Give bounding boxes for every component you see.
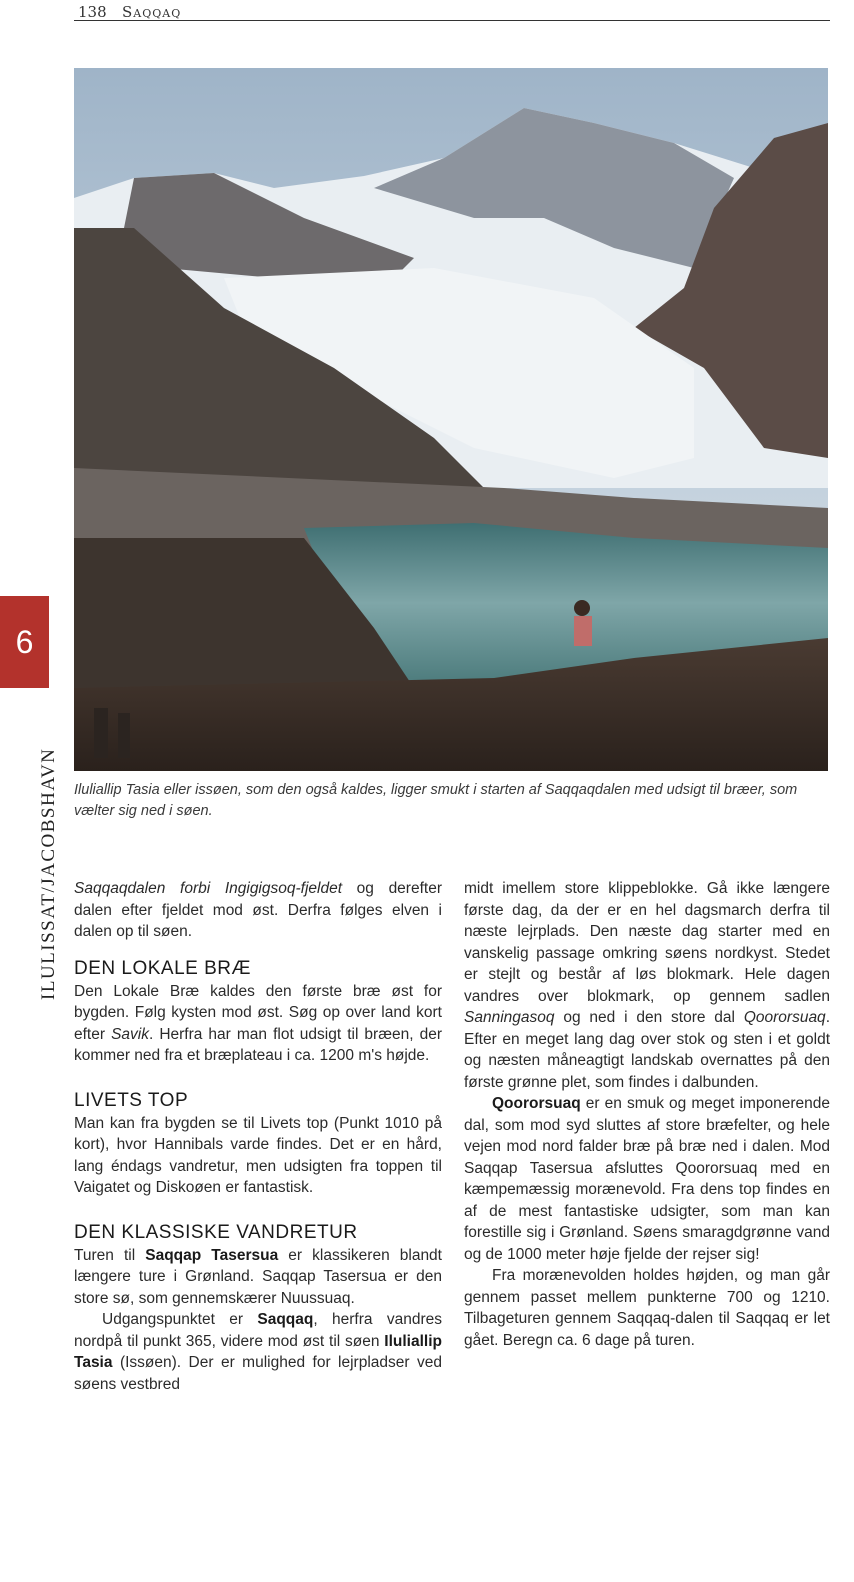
continued-paragraph: midt imellem store klippeblokke. Gå ikke længere første dag, da der er en hel dagsmarch derfra til næste lejrplads. Den næste dag starter med en vanskelig passage omkring søens nordkyst. Stedet er stejlt og består af løs blokmark. Hele dagen vandres over blokmark, op gennem sadlen Sanningasoq og ned i den store dal Qoororsuaq. Efter en meget lang dag over stok og sten i et goldt og næsten måneagtigt landskab overnattes på den første grønne plet, som findes i dalbunden. [464, 880, 830, 1091]
place-name: Iluliallip Tasia [74, 1332, 442, 1371]
section-heading-klassiske-vandretur: DEN KLASSISKE VANDRETUR [74, 1221, 358, 1243]
figure-caption: Iluliallip Tasia eller issøen, som den også kaldes, ligger smukt i starten af Saqqaqdalen med udsigt til bræer, som vælter sig ned i søen. [74, 782, 798, 819]
place-name: Qoororsuaq [743, 1009, 826, 1026]
chapter-number-tab: 6 [0, 596, 49, 688]
place-name: Qoororsuaq [492, 1095, 581, 1112]
right-text-column [464, 878, 830, 1351]
place-name: Saqqap Tasersua [145, 1246, 279, 1264]
intro-text: og derefter dalen efter fjeldet mod øst. Derfra følges elven i dalen op til søen. [74, 880, 442, 940]
place-name: Savik [111, 1025, 149, 1043]
glacier-lake-image [74, 68, 828, 771]
section-heading-lokale-brae: DEN LOKALE BRÆ [74, 957, 251, 979]
qoororsuaq-paragraph: Qoororsuaq er en smuk og meget imponerende dal, som mod syd sluttes af store bræfelter, og hele vejen mod nord falder bræ på bræ ned i dalen. Mod Saqqap Tasersua afsluttes Qoororsuaq med en kæmpemæssig morænevold. Fra dens top findes en af de mest fantastiske udsigter, som man kan forestille sig i Grønland. Søens smaragdgrønne vand og de 1000 meter høje fjelde der rejser sig! [464, 1095, 830, 1263]
running-head: Saqqaq [122, 3, 182, 21]
section-vandretur-text-2: Udgangspunktet er Saqqaq, herfra vandres nordpå til punkt 365, videre mod øst til søen Iluliallip Tasia (Issøen). Der er mulighed for lejrpladser ved søens vestbred [74, 1311, 442, 1393]
place-name: Saqqaq [257, 1311, 314, 1328]
place-name: Saqqaqdalen forbi Ingigigsoq-fjeldet [74, 880, 343, 897]
chapter-side-title: ILULISSAT/JACOBSHAVN [38, 747, 59, 1000]
section-heading-livets-top: LIVETS TOP [74, 1089, 189, 1111]
intro-paragraph [74, 878, 442, 943]
landscape-photo [74, 68, 828, 771]
section-vandretur-text-1: Turen til Saqqap Tasersua er klassikeren blandt længere ture i Grønland. Saqqap Tasersua er den store sø, som gennemskærer Nuussuaq. [74, 1246, 442, 1307]
page-number: 138 [78, 3, 107, 21]
place-name: Sanningasoq [464, 1009, 555, 1026]
return-trip-paragraph: Fra morænevolden holdes højden, og man går gennem passet mellem punkterne 700 og 1210. Tilbageturen gennem Saqqaq-dalen til Saqqaq er let gået. Beregn ca. 6 dage på turen. [464, 1267, 830, 1349]
header-rule [74, 20, 830, 21]
section-livets-top-text: Man kan fra bygden se til Livets top (Punkt 1010 på kort), hvor Hannibals varde findes. Det er en hård, lang éndags vandretur, men udsigten fra toppen til Vaigatet og Diskoøen er fantastisk. [74, 1114, 442, 1196]
left-text-column [74, 878, 442, 1395]
section-lokale-brae-text: Den Lokale Bræ kaldes den første bræ øst for bygden. Følg kysten mod øst. Søg op over land kort efter Savik. Herfra har man flot udsigt til bræen, der kommer ned fra et bræplateau i ca. 1200 m's højde. [74, 982, 442, 1064]
